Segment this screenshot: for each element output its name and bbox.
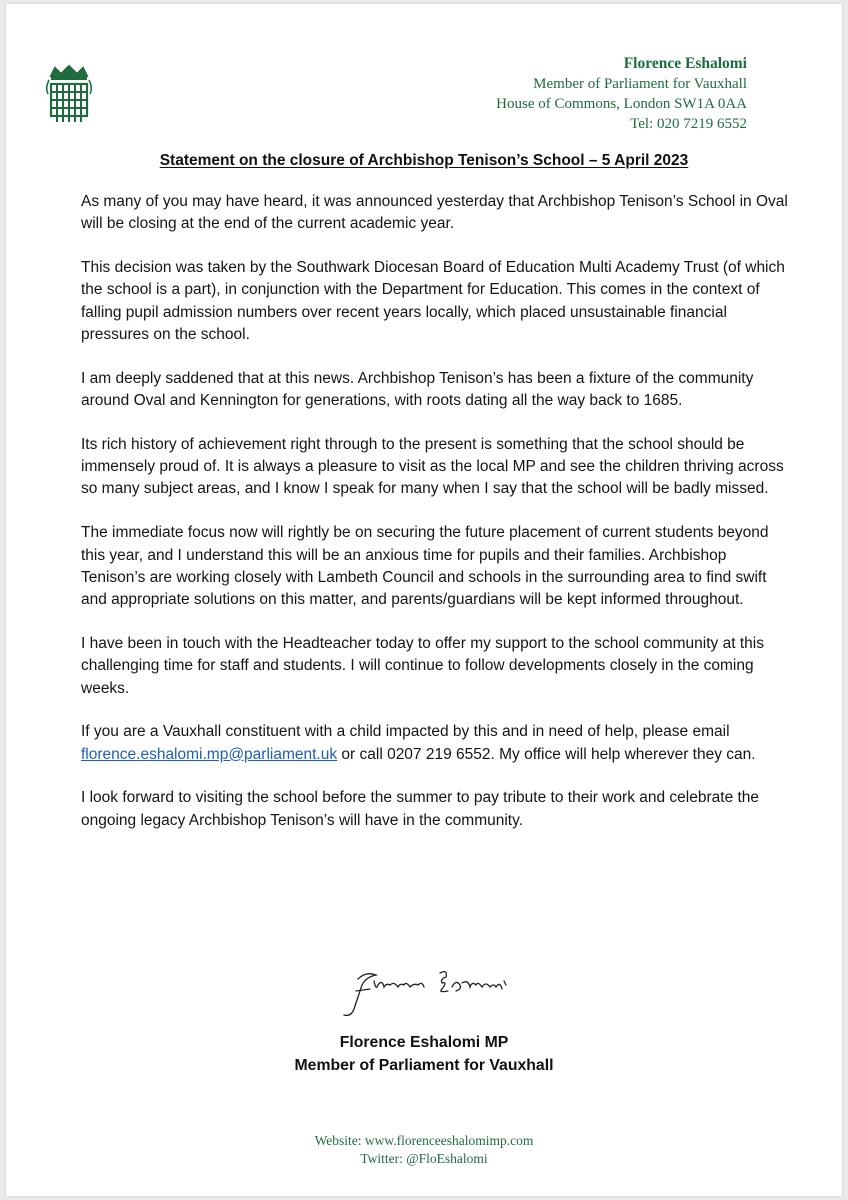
handwritten-signature bbox=[336, 961, 536, 1021]
letter-page bbox=[6, 4, 842, 1196]
statement-body bbox=[81, 191, 789, 854]
contact-text-after: or call 0207 219 6552. My office will help wherever they can. bbox=[337, 745, 756, 763]
signoff bbox=[6, 1031, 842, 1077]
paragraph-contact bbox=[81, 721, 789, 766]
paragraph: As many of you may have heard, it was announced yesterday that Archbishop Tenison’s School in Oval will be closing at the end of the current academic year. bbox=[81, 193, 788, 233]
signatory-role: Member of Parliament for Vauxhall bbox=[294, 1057, 554, 1074]
letterhead-tel: Tel: 020 7219 6552 bbox=[630, 116, 747, 132]
footer-website: Website: www.florenceeshalomimp.com bbox=[314, 1133, 534, 1148]
portcullis-icon bbox=[43, 64, 95, 126]
email-link[interactable]: florence.eshalomi.mp@parliament.uk bbox=[81, 745, 338, 763]
statement-title: Statement on the closure of Archbishop Tenison’s School – 5 April 2023 bbox=[159, 152, 689, 169]
paragraph: I am deeply saddened that at this news. Archbishop Tenison’s has been a fixture of the community around Oval and Kennington for generations, with roots dating all the way back to 1685. bbox=[81, 369, 754, 410]
contact-text-before: If you are a Vauxhall constituent with a child impacted by this and in need of help, please email bbox=[81, 723, 730, 741]
footer bbox=[6, 1132, 842, 1168]
footer-twitter: Twitter: @FloEshalomi bbox=[360, 1151, 488, 1166]
letterhead-role: Member of Parliament for Vauxhall bbox=[533, 76, 747, 92]
letterhead-address: House of Commons, London SW1A 0AA bbox=[496, 96, 747, 112]
paragraph: This decision was taken by the Southwark Diocesan Board of Education Multi Academy Trust (of which the school is a part), in conjunction with the Department for Education. This comes in the context of falling pupil admission numbers over recent years locally, which placed unsustainable financial pressures on the school. bbox=[81, 259, 785, 343]
letterhead bbox=[496, 54, 747, 134]
letterhead-name: Florence Eshalomi bbox=[623, 55, 747, 72]
paragraph: Its rich history of achievement right through to the present is something that the school should be immensely proud of. It is always a pleasure to visit as the local MP and see the children thriving across so many subject areas, and I know I speak for many when I say that the school will be badly missed. bbox=[81, 435, 784, 498]
paragraph: The immediate focus now will rightly be on securing the future placement of current students beyond this year, and I understand this will be an anxious time for pupils and their families. Archbishop Tenison’s are working closely with Lambeth Council and schools in the surrounding area to find swift and appropriate solutions on this matter, and parents/guardians will be kept informed throughout. bbox=[81, 524, 769, 609]
paragraph: I have been in touch with the Headteacher today to offer my support to the school community at this challenging time for staff and students. I will continue to follow developments closely in the coming weeks. bbox=[81, 634, 764, 697]
paragraph: I look forward to visiting the school before the summer to pay tribute to their work and celebrate the ongoing legacy Archbishop Tenison’s will have in the community. bbox=[81, 789, 760, 829]
signatory-name: Florence Eshalomi MP bbox=[339, 1034, 509, 1051]
